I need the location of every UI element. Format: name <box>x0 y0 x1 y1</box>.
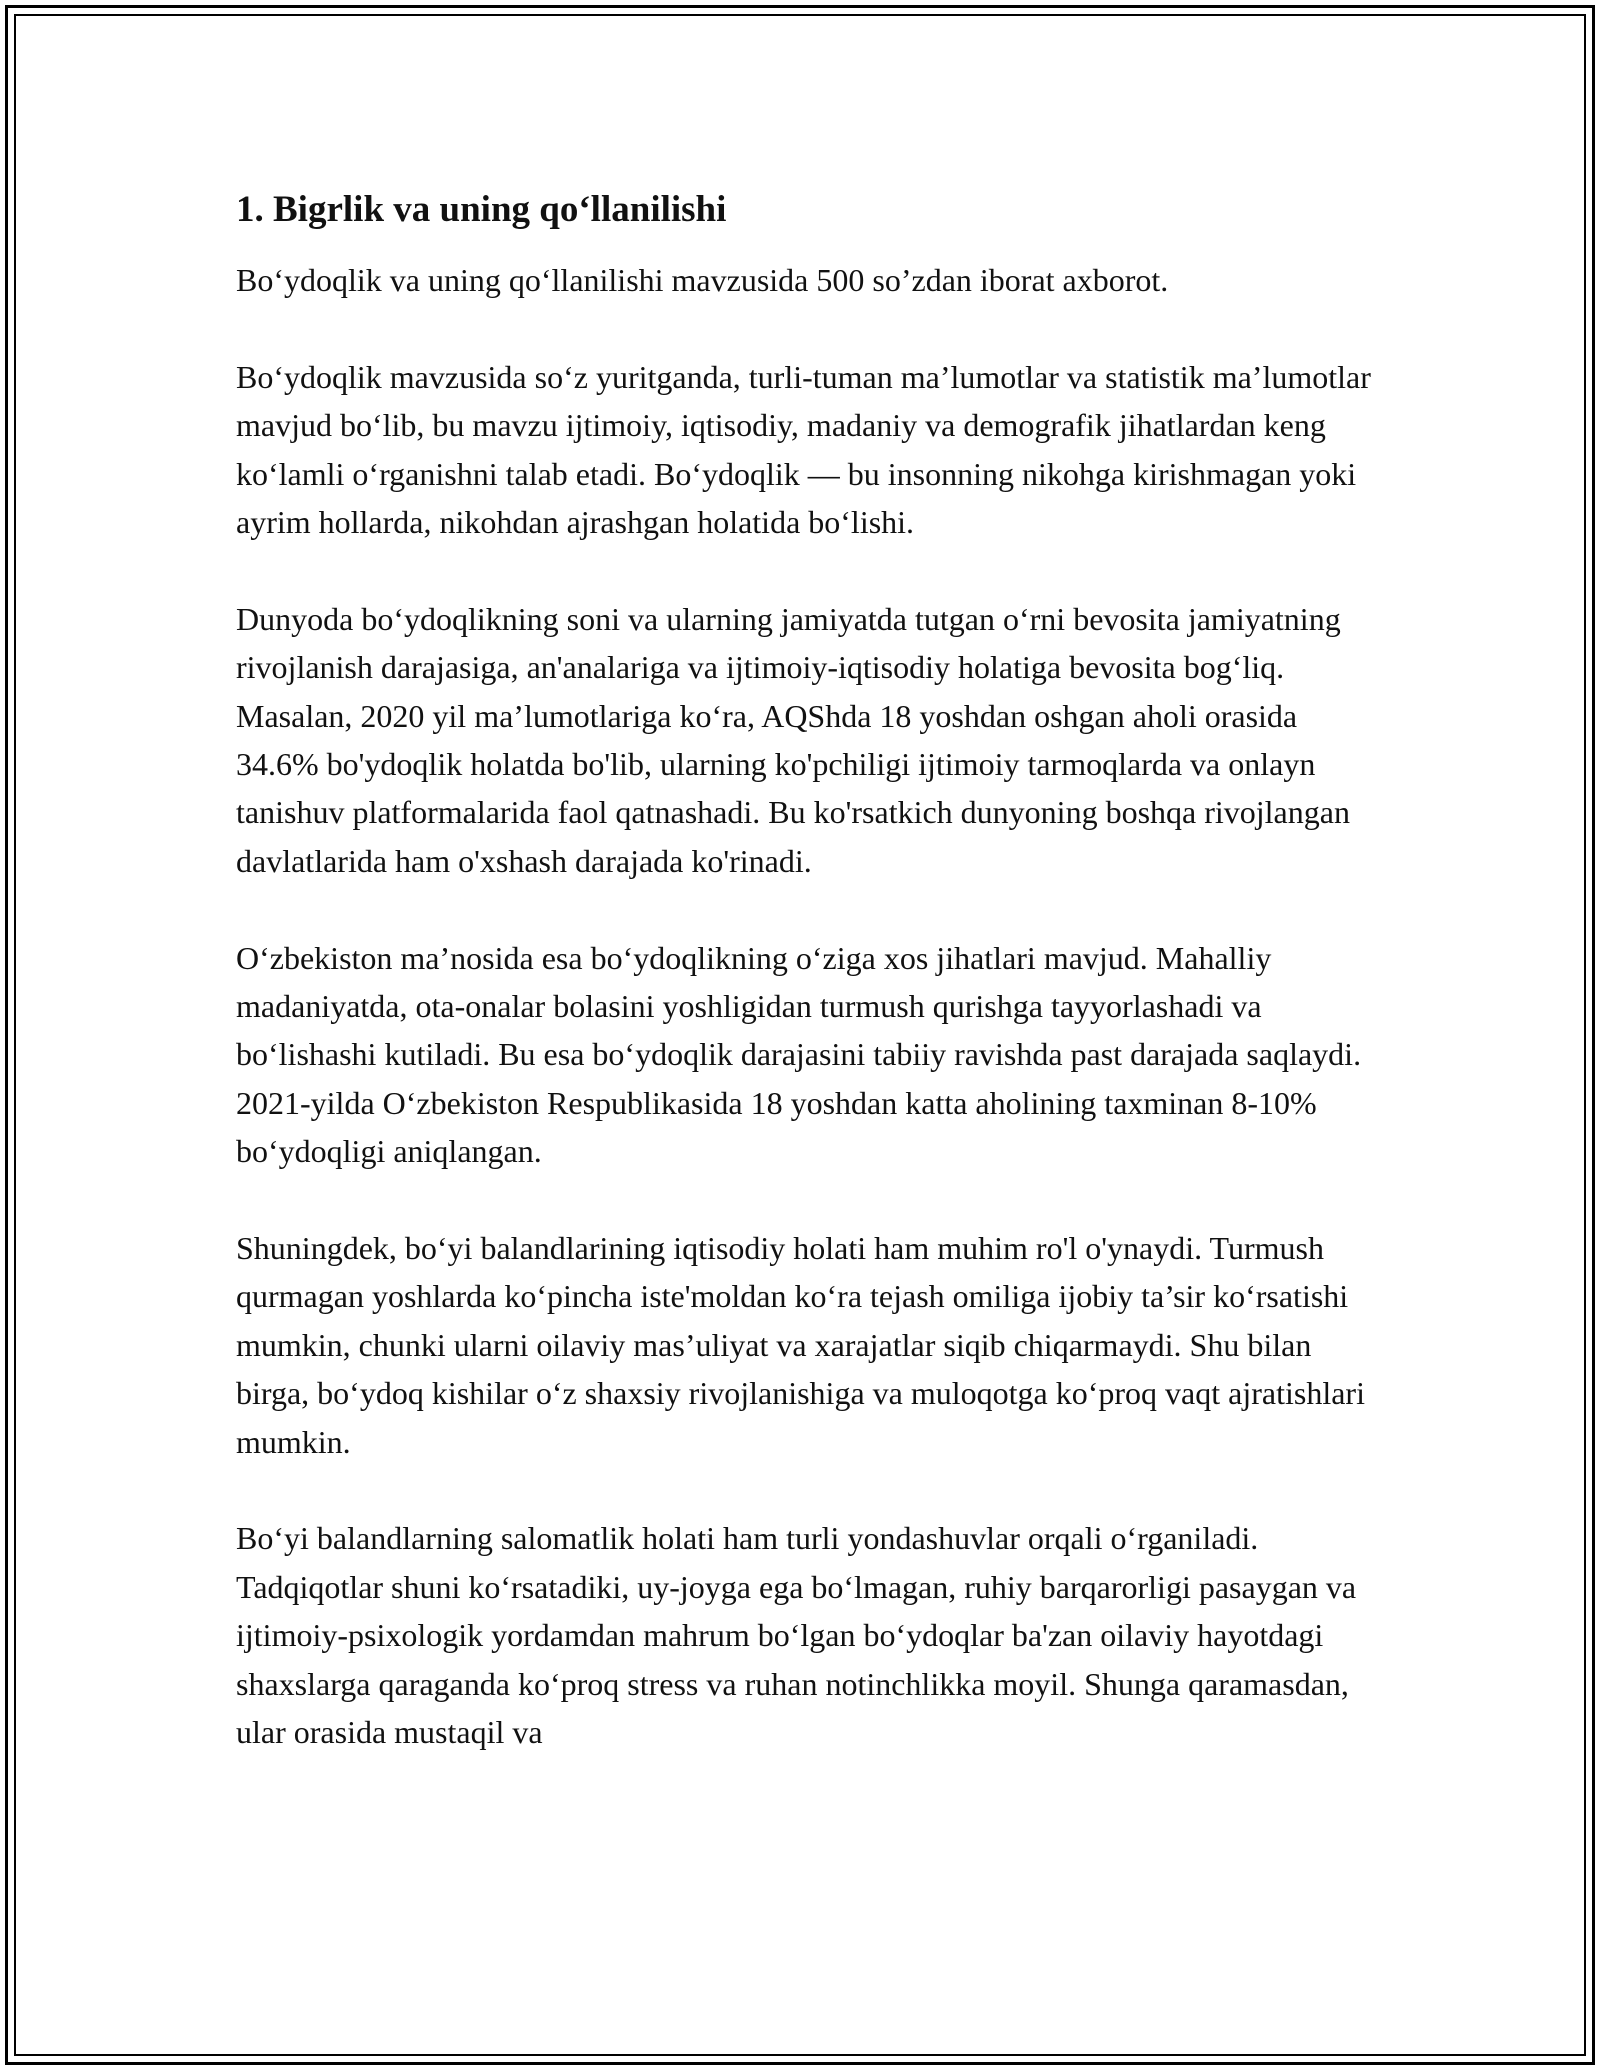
paragraph-definition: Bo‘ydoqlik mavzusida so‘z yuritganda, turli-tuman ma’lumotlar va statistik ma’lumotlar mavjud bo‘lib, bu mavzu ijtimoiy, iqtisodiy, madaniy va demografik jihatlardan keng ko‘lamli o‘rganishni talab etadi. Bo‘ydoqlik — bu insonning nikohga kirishmagan yoki ayrim hollarda, nikohdan ajrashgan holatida bo‘lishi. <box>236 358 1371 541</box>
document-body <box>236 186 1376 1805</box>
paragraph-economic: Shuningdek, bo‘yi balandlarining iqtisodiy holati ham muhim ro'l o'ynaydi. Turmush qurmagan yoshlarda ko‘pincha iste'moldan ko‘ra tejash omiliga ijobiy ta’sir ko‘rsatishi mumkin, chunki ularni oilaviy mas’uliyat va xarajatlar siqib chiqarmaydi. Shu bilan birga, bo‘ydoq kishilar o‘z shaxsiy rivojlanishiga va muloqotga ko‘proq vaqt ajratishlari mumkin. <box>236 1230 1365 1460</box>
paragraph-health: Bo‘yi balandlarning salomatlik holati ham turli yondashuvlar orqali o‘rganiladi. Tadqiqotlar shuni ko‘rsatadiki, uy-joyga ega bo‘lmagan, ruhiy barqarorligi pasaygan va ijtimoiy-psixologik yordamdan mahrum bo‘lgan bo‘ydoqlar ba'zan oilaviy hayotdagi shaxslarga qaraganda ko‘proq stress va ruhan notinchlikka moyil. Shunga qaramasdan, ular orasida mustaqil va <box>236 1520 1357 1751</box>
paragraph-world-statistics: Dunyoda bo‘ydoqlikning soni va ularning jamiyatda tutgan o‘rni bevosita jamiyatning rivojlanish darajasiga, an'analariga va ijtimoiy-iqtisodiy holatiga bevosita bog‘liq. Masalan, 2020 yil ma’lumotlariga ko‘ra, AQShda 18 yoshdan oshgan aholi orasida 34.6% bo'ydoqlik holatda bo'lib, ularning ko'pchiligi ijtimoiy tarmoqlarda va onlayn tanishuv platformalarida faol qatnashadi. Bu ko'rsatkich dunyoning boshqa rivojlangan davlatlarida ham o'xshash darajada ko'rinadi. <box>236 600 1350 879</box>
paragraph-uzbekistan: O‘zbekiston ma’nosida esa bo‘ydoqlikning o‘ziga xos jihatlari mavjud. Mahalliy madaniyatda, ota-onalar bolasini yoshligidan turmush qurishga tayyorlashadi va bo‘lishashi kutiladi. Bu esa bo‘ydoqlik darajasini tabiiy ravishda past darajada saqlaydi. 2021-yilda O‘zbekiston Respublikasida 18 yoshdan katta aholining taxminan 8-10% bo‘ydoqligi aniqlangan. <box>236 939 1362 1170</box>
section-heading: 1. Bigrlik va uning qo‘llanilishi <box>236 189 727 230</box>
paragraph-intro: Bo‘ydoqlik va uning qo‘llanilishi mavzusida 500 so’zdan iborat axborot. <box>236 262 1169 298</box>
